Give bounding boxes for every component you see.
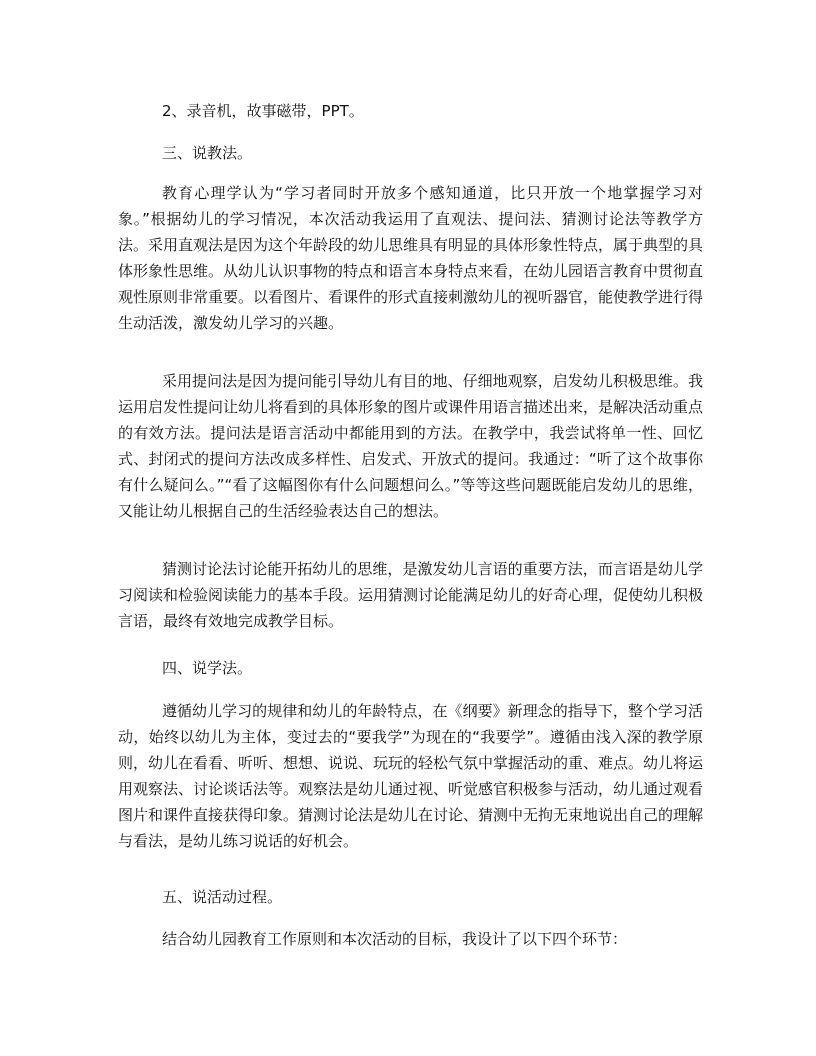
paragraph-learning-methods: 遵循幼儿学习的规律和幼儿的年龄特点，在《纲要》新理念的指导下，整个学习活动，始终以幼儿为主体，变过去的“要我学”为现在的“我要学”。遵循由浅入深的教学原则，幼儿在看看、听听、想想、说说、玩玩的轻松气氛中掌握活动的重、难点。幼儿将运用观察法、讨论谈话法等。观察法是幼儿通过视、听觉感官积极参与活动，幼儿通过观看图片和课件直接获得印象。猜测讨论法是幼儿在讨论、猜测中无拘无束地说出自己的理解与看法，是幼儿练习说话的好机会。 xyxy=(118,702,704,850)
paragraph-discussion-method: 猜测讨论法讨论能开拓幼儿的思维，是激发幼儿言语的重要方法，而言语是幼儿学习阅读和检验阅读能力的基本手段。运用猜测讨论能满足幼儿的好奇心理，促使幼儿积极言语，最终有效地完成教学目标。 xyxy=(118,560,704,630)
heading-learning-methods: 四、说学法。 xyxy=(162,659,253,677)
heading-teaching-methods: 三、说教法。 xyxy=(162,144,253,162)
paragraph-intuitive-method: 教育心理学认为“学习者同时开放多个感知通道，比只开放一个地掌握学习对象。”根据幼儿的学习情况，本次活动我运用了直观法、提问法、猜测讨论法等教学方法。采用直观法是因为这个年龄段的幼儿思维具有明显的具体形象性特点，属于典型的具体形象性思维。从幼儿认识事物的特点和语言本身特点来看，在幼儿园语言教育中贯彻直观性原则非常重要。以看图片、看课件的形式直接刺激幼儿的视听器官，能使教学进行得生动活泼，激发幼儿学习的兴趣。 xyxy=(118,184,704,332)
paragraph-questioning-method: 采用提问法是因为提问能引导幼儿有目的地、仔细地观察，启发幼儿积极思维。我运用启发性提问让幼儿将看到的具体形象的图片或课件用语言描述出来，是解决活动重点的有效方法。提问法是语言活动中都能用到的方法。在教学中，我尝试将单一性、回忆式、封闭式的提问方法改成多样性、启发式、开放式的提问。我通过：“听了这个故事你有什么疑问么。”“看了这幅图你有什么问题想问么。”等等这些问题既能启发幼儿的思维，又能让幼儿根据自己的生活经验表达自己的想法。 xyxy=(118,372,704,520)
paragraph-activity-intro: 结合幼儿园教育工作原则和本次活动的目标，我设计了以下四个环节： xyxy=(162,930,628,948)
heading-activity-process: 五、说活动过程。 xyxy=(162,888,283,906)
paragraph-materials: 2、录音机，故事磁带，PPT。 xyxy=(162,102,364,120)
